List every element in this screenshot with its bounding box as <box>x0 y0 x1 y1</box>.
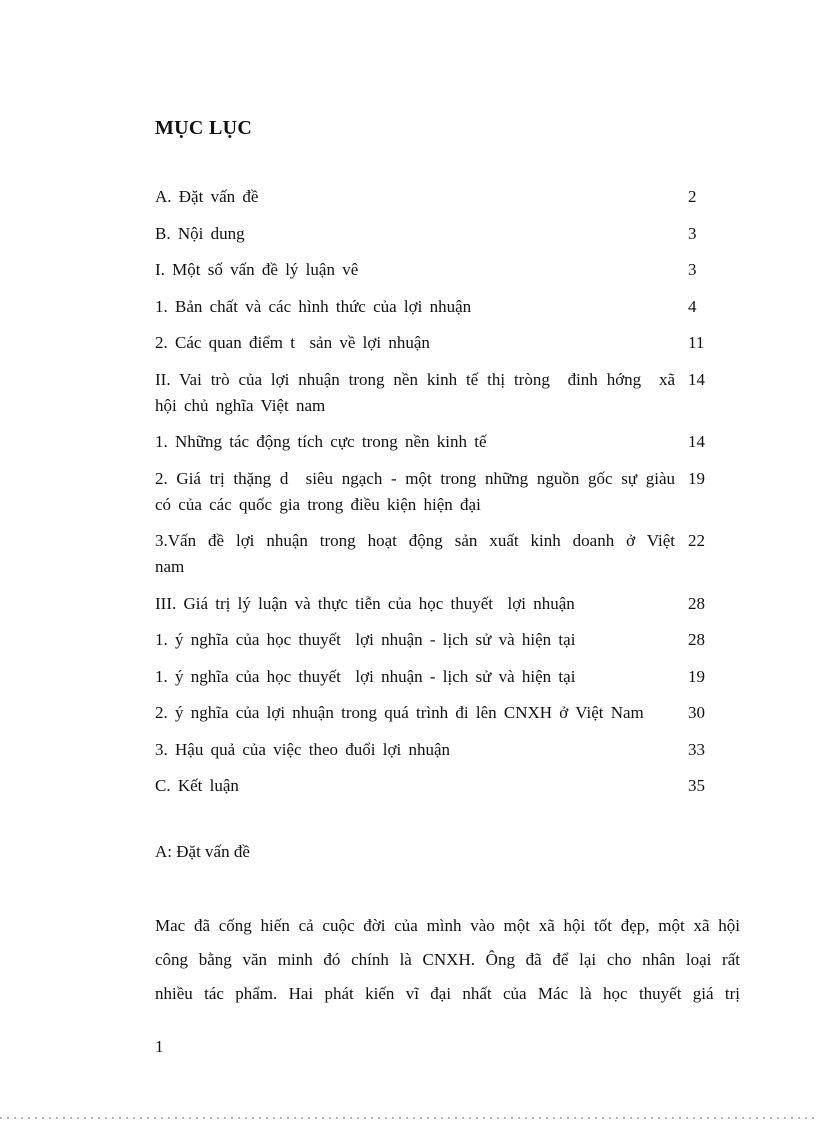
toc-entry-page-number: 33 <box>688 739 705 759</box>
toc-entry <box>155 184 711 210</box>
toc-entry-line: III. Giá trị lý luận và thực tiễn của học thuyết lợi nhuận <box>155 593 575 613</box>
toc-entry <box>155 528 711 580</box>
toc-entry-page-number: 28 <box>688 630 705 649</box>
toc-entry <box>155 466 711 518</box>
toc-entry-line: A. Đặt vấn đề <box>155 187 259 206</box>
toc-entry-line: 3. Hậu quả của việc theo đuổi lợi nhuận <box>155 739 450 759</box>
toc-entry-page-number: 19 <box>688 468 705 488</box>
toc-entry-page-number: 11 <box>688 333 705 352</box>
toc-entry-page-number: 19 <box>688 666 705 686</box>
toc-entry-line: hội chủ nghĩa Việt nam <box>155 395 326 415</box>
toc-entry-page-number: 30 <box>688 703 705 722</box>
toc-entry <box>155 664 711 690</box>
toc-entry <box>155 591 711 617</box>
toc-entry-line: 3.Vấn đề lợi nhuận trong hoạt động sản xuất kinh doanh ở Việt <box>155 531 675 550</box>
toc-entry-title <box>155 429 675 455</box>
toc-entry-line: có của các quốc gia trong điều kiện hiện đại <box>155 494 481 514</box>
toc-entry <box>155 221 711 247</box>
toc-entry-line: 2. Giá trị thặng d siêu ngạch - một trong những nguồn gốc sự giàu <box>155 468 675 488</box>
toc-entry-title <box>155 773 675 799</box>
toc-entry-line: 2. Các quan điểm t sản về lợi nhuận <box>155 333 430 352</box>
toc-entry-page-number: 14 <box>688 369 705 389</box>
toc-entry <box>155 330 711 356</box>
toc-entry-page-number: 28 <box>688 593 705 613</box>
body-paragraph-line: nhiều tác phẩm. Hai phát kiến vĩ đại nhất của Mác là học thuyết giá trị <box>155 984 740 1003</box>
toc-entry <box>155 773 711 799</box>
body-paragraph <box>155 909 740 1011</box>
toc-entry <box>155 700 711 726</box>
toc-entry-title <box>155 664 675 690</box>
toc-entry-title <box>155 294 675 320</box>
toc-entry-title <box>155 257 675 283</box>
toc-entry-line: nam <box>155 557 185 576</box>
page-break-dotted-line <box>0 1117 816 1119</box>
toc-entry-line: C. Kết luận <box>155 776 239 795</box>
toc-entry <box>155 257 711 283</box>
toc-entry-line: B. Nội dung <box>155 223 245 243</box>
toc-entry-page-number: 3 <box>688 260 697 279</box>
toc-entry-line: I. Một số vấn đề lý luận vê <box>155 260 359 279</box>
toc-entry-page-number: 14 <box>688 432 705 451</box>
toc-entry-line: 1. Những tác động tích cực trong nền kinh tế <box>155 432 487 451</box>
toc-entry-title <box>155 591 675 617</box>
toc-entry-line: 2. ý nghĩa của lợi nhuận trong quá trình đi lên CNXH ở Việt Nam <box>155 703 644 722</box>
toc-entry-page-number: 22 <box>688 531 705 550</box>
toc-entry-line: 1. ý nghĩa của học thuyết lợi nhuận - lịch sử và hiện tại <box>155 666 576 686</box>
toc-entry-title <box>155 330 675 356</box>
toc-entry-line: 1. ý nghĩa của học thuyết lợi nhuận - lịch sử và hiện tại <box>155 630 576 649</box>
toc-entry <box>155 367 711 419</box>
toc-entry-title <box>155 221 675 247</box>
toc-entry-title <box>155 184 675 210</box>
page-number: 1 <box>155 1037 164 1056</box>
section-heading: A: Đặt vấn đề <box>155 842 250 861</box>
toc-entry-title <box>155 528 675 580</box>
toc-entry-title <box>155 700 675 726</box>
page-title: MỤC LỤC <box>155 117 253 139</box>
toc-entry-line: 1. Bản chất và các hình thức của lợi nhuận <box>155 296 472 316</box>
toc-entry-title <box>155 627 675 653</box>
toc-entry-page-number: 3 <box>688 223 697 243</box>
toc-entry-title <box>155 737 675 763</box>
toc-entry <box>155 737 711 763</box>
toc-entry-page-number: 4 <box>688 296 697 316</box>
body-paragraph-line: công bằng văn minh đó chính là CNXH. Ông đã để lại cho nhân loại rất <box>155 950 740 969</box>
toc-entry <box>155 627 711 653</box>
toc-entry-page-number: 2 <box>688 187 697 206</box>
toc <box>155 184 711 810</box>
toc-entry <box>155 429 711 455</box>
toc-entry-line: II. Vai trò của lợi nhuận trong nền kinh tế thị tròng đinh hớng xã <box>155 369 675 389</box>
toc-entry-title <box>155 466 675 518</box>
toc-entry-page-number: 35 <box>688 776 705 795</box>
body-paragraph-line: Mac đã cống hiến cả cuộc đời của mình vào một xã hội tốt đẹp, một xã hội <box>155 916 740 935</box>
toc-entry-title <box>155 367 675 419</box>
toc-entry <box>155 294 711 320</box>
